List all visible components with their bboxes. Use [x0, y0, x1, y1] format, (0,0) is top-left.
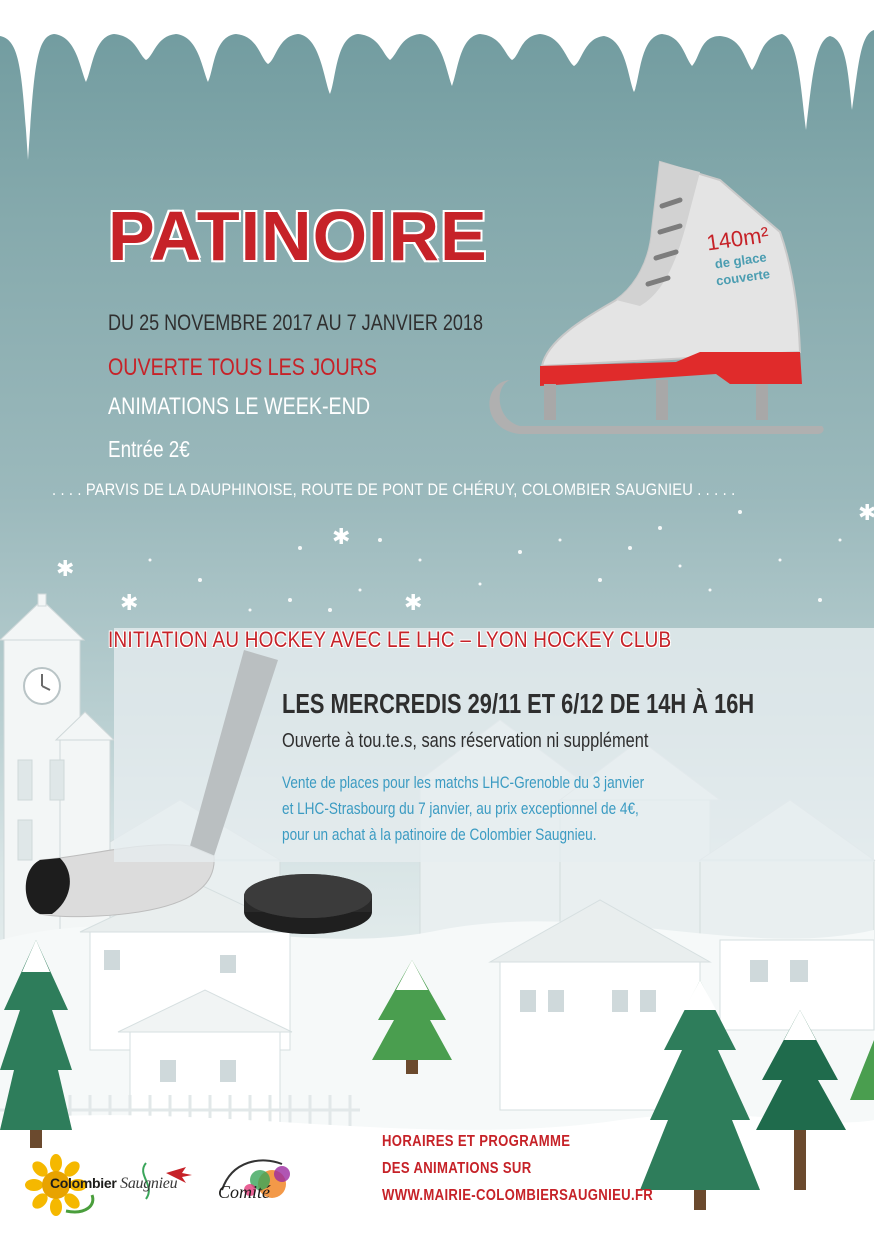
event-dates-text: DU 25 NOVEMBRE 2017 AU 7 JANVIER 2018 [108, 310, 484, 335]
ice-area-line2: de glace [713, 249, 768, 272]
svg-text:Comité: Comité [218, 1182, 270, 1202]
festival-logo-icon [212, 1150, 302, 1210]
svg-text:✱: ✱ [120, 591, 139, 616]
ice-skate-icon [489, 162, 823, 434]
program-line2: DES ANIMATIONS SUR [382, 1160, 532, 1177]
ice-area-line3: couverte [715, 266, 771, 289]
entry-price-text: Entrée 2€ [108, 436, 190, 462]
venue-address-text: . . . . PARVIS DE LA DAUPHINOISE, ROUTE DE PONT DE CHÉRUY, COLOMBIER SAUGNIEU . . . . . [52, 480, 736, 499]
svg-text:✱: ✱ [858, 501, 877, 526]
ticket-sale-line1: Vente de places pour les matchs LHC-Grenoble du 3 janvier [282, 773, 645, 792]
ice-area: 140m² [704, 221, 771, 256]
open-daily-text: OUVERTE TOUS LES JOURS [108, 354, 378, 381]
comite-des-fetes-logo [212, 1150, 302, 1210]
ticket-sale-line2: et LHC-Strasbourg du 7 janvier, au prix exceptionnel de 4€, [282, 799, 639, 818]
page-title: PATINOIRE [108, 197, 488, 275]
logo1-name-b: Saugnieu [120, 1175, 178, 1192]
program-line1: HORAIRES ET PROGRAMME [382, 1133, 571, 1150]
svg-text:✱: ✱ [56, 557, 75, 582]
venue-address [52, 480, 847, 500]
logo1-name-a: Colombier [50, 1175, 117, 1191]
snow-dots [149, 510, 842, 612]
ticket-sale-line3: pour un achat à la patinoire de Colombier Saugnieu. [282, 825, 597, 844]
hockey-heading-text: INITIATION AU HOCKEY AVEC LE LHC – LYON HOCKEY CLUB [108, 627, 672, 652]
clock-icon [24, 668, 60, 704]
program-website-link[interactable]: WWW.MAIRIE-COLOMBIERSAUGNIEU.FR [382, 1187, 654, 1204]
svg-text:✱: ✱ [332, 525, 351, 550]
ticket-sale-info [282, 770, 735, 848]
weekend-animations-text: ANIMATIONS LE WEEK-END [108, 393, 371, 420]
hockey-puck-icon [244, 874, 372, 934]
open-daily [108, 354, 436, 382]
logo1-text [50, 1175, 177, 1193]
snowflakes [56, 501, 876, 616]
colombier-saugnieu-logo [26, 1155, 206, 1215]
weekend-animations [108, 393, 428, 421]
hockey-heading [108, 627, 763, 653]
entry-price [108, 436, 208, 463]
hockey-schedule [282, 688, 887, 720]
svg-text:✱: ✱ [404, 591, 423, 616]
event-dates [108, 310, 565, 336]
hockey-schedule-text: LES MERCREDIS 29/11 ET 6/12 DE 14H À 16H [282, 688, 755, 719]
program-info [382, 1128, 713, 1209]
hockey-open-all-text: Ouverte à tou.te.s, sans réservation ni supplément [282, 730, 649, 752]
hockey-open-all [282, 730, 729, 753]
icicles [0, 0, 874, 160]
